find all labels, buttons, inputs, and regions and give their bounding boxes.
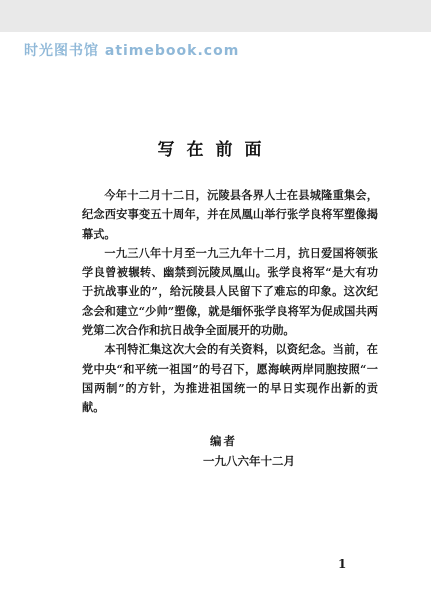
paragraph-2: 一九三八年十月至一九三九年十二月，抗日爱国将领张学良曾被辗转、幽禁到沅陵凤凰山。张学良将军“是大有功于抗战事业的”，给沅陵县人民留下了难忘的印象。这次纪念会和建立“少帅”塑像，就是缅怀张学良将军为促成国共两党第二次合作和抗日战争全面展开的功勋。 xyxy=(82,245,378,338)
paragraph-3: 本刊特汇集这次大会的有关资料，以资纪念。当前，在党中央“和平统一祖国”的号召下，愿海峡两岸同胞按照“一国两制”的方针，为推进祖国统一的早日实现作出新的贡献。 xyxy=(82,342,378,415)
page-number: 1 xyxy=(338,557,347,571)
top-scan-band xyxy=(0,0,431,32)
signature-date: 一九八六年十二月 xyxy=(203,454,295,468)
page-title: 写在前面 xyxy=(157,140,274,160)
watermark-text: 时光图书馆 atimebook.com xyxy=(24,43,240,59)
signature-author: 编者 xyxy=(210,434,237,448)
preface-body xyxy=(82,186,378,418)
paragraph-1: 今年十二月十二日，沅陵县各界人士在县城隆重集会，纪念西安事变五十周年，并在凤凰山举行张学良将军塑像揭幕式。 xyxy=(82,188,378,241)
